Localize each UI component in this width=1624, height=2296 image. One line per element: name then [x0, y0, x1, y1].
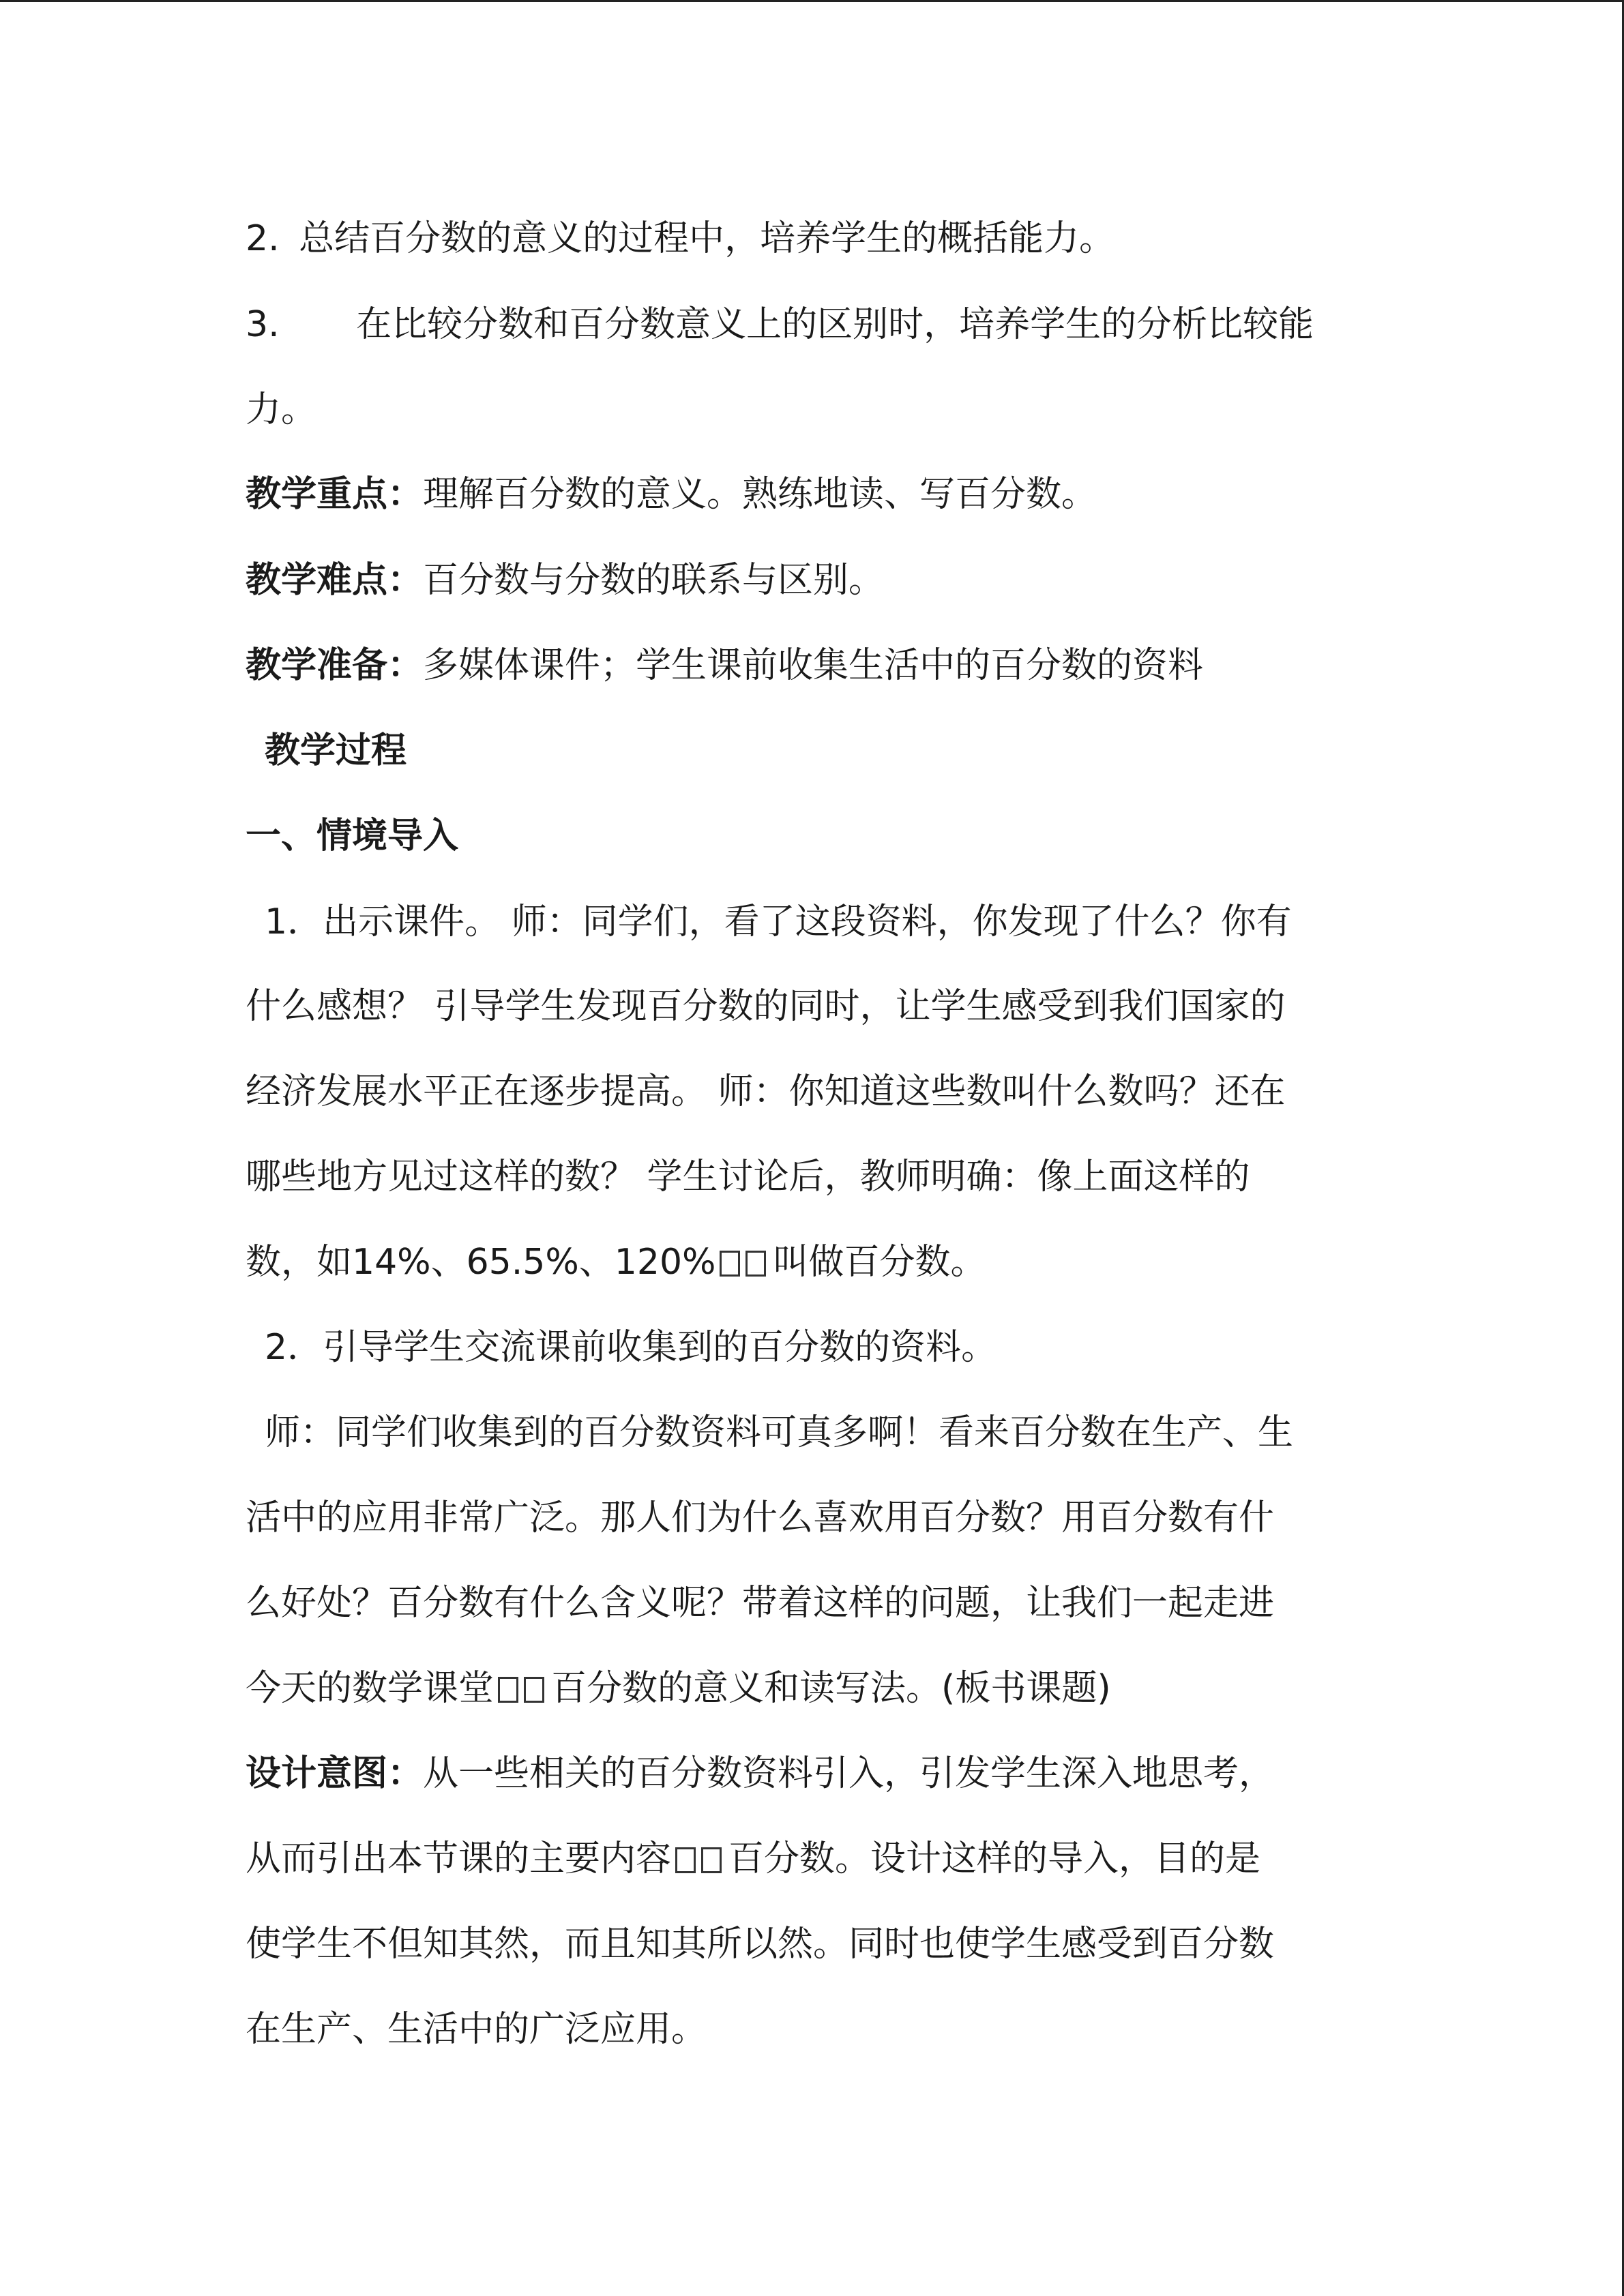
design-intent-line2 — [246, 1834, 1260, 1883]
design-intent-label: 设计意图： — [246, 1753, 424, 1794]
blackboard-title-note: (板书课题) — [941, 1668, 1111, 1709]
objective-2 — [246, 214, 1114, 263]
missing-glyph-box — [675, 1847, 696, 1873]
step-1-percent-values: 14%、65.5%、120% — [352, 1242, 716, 1283]
preparation — [246, 641, 1203, 690]
preparation-label: 教学准备： — [246, 644, 424, 686]
step-2 — [265, 1323, 996, 1372]
design-intent-line2-pre: 从而引出本节课的主要内容 — [246, 1838, 672, 1879]
missing-glyph-box — [745, 1251, 766, 1277]
teacher-remark-line4-post: 百分数的意义和读写法。 — [551, 1668, 942, 1709]
step-1-line2: 什么感想？ 引导学生发现百分数的同时，让学生感受到我们国家的 — [246, 986, 1286, 1027]
design-intent-text-line1: 从一些相关的百分数资料引入，引发学生深入地思考， — [423, 1753, 1275, 1794]
section-1-heading: 一、情境导入 — [246, 815, 459, 856]
objective-3-text-line2: 力。 — [246, 389, 317, 430]
key-point-text: 理解百分数的意义。熟练地读、写百分数。 — [423, 474, 1097, 515]
design-intent-line3: 使学生不但知其然，而且知其所以然。同时也使学生感受到百分数 — [246, 1924, 1275, 1965]
step-1-line4: 哪些地方见过这样的数？ 学生讨论后，教师明确：像上面这样的 — [246, 1157, 1250, 1197]
teacher-remark-line1: 师：同学们收集到的百分数资料可真多啊！看来百分数在生产、生 — [265, 1412, 1294, 1453]
step-1-text-line1: 出示课件。 师：同学们，看了这段资料，你发现了什么？你有 — [323, 901, 1292, 942]
process-heading: 教学过程 — [265, 730, 407, 771]
step-1-line5-pre: 数，如 — [246, 1242, 353, 1283]
difficult-point-label: 教学难点： — [246, 559, 424, 601]
difficult-point — [246, 556, 884, 605]
missing-glyph-box — [524, 1677, 544, 1703]
step-2-number: 2． — [265, 1327, 323, 1368]
step-1-number: 1． — [265, 901, 323, 942]
step-1-line5-post: 叫做百分数。 — [773, 1242, 986, 1283]
preparation-text: 多媒体课件；学生课前收集生活中的百分数的资料 — [423, 645, 1204, 686]
teacher-remark-line2: 活中的应用非常广泛。那人们为什么喜欢用百分数？用百分数有什 — [246, 1497, 1275, 1538]
teacher-remark-line4 — [246, 1664, 1111, 1713]
difficult-point-text: 百分数与分数的联系与区别。 — [423, 560, 885, 601]
missing-glyph-box — [498, 1677, 518, 1703]
key-point-label: 教学重点： — [246, 473, 424, 515]
step-1-line1 — [265, 897, 1292, 946]
objective-2-text: 总结百分数的意义的过程中，培养学生的概括能力。 — [299, 218, 1115, 259]
objective-3-continued — [246, 385, 316, 434]
step-1-line3: 经济发展水平正在逐步提高。 师：你知道这些数叫什么数吗？还在 — [246, 1071, 1286, 1112]
step-2-text: 引导学生交流课前收集到的百分数的资料。 — [323, 1327, 997, 1368]
teacher-remark-line4-pre: 今天的数学课堂 — [246, 1668, 494, 1709]
design-intent-line2-post: 百分数。设计这样的导入，目的是 — [728, 1838, 1261, 1879]
teacher-remark-line3: 么好处？百分数有什么含义呢？带着这样的问题，让我们一起走进 — [246, 1583, 1275, 1624]
objective-3-number: 3. — [246, 304, 280, 345]
page-border-top — [0, 0, 1624, 2]
design-intent-line4: 在生产、生活中的广泛应用。 — [246, 2009, 707, 2050]
key-point — [246, 470, 1097, 519]
objective-2-number: 2. — [246, 218, 280, 259]
missing-glyph-box — [720, 1251, 740, 1277]
objective-3 — [246, 300, 1314, 349]
missing-glyph-box — [701, 1847, 722, 1873]
step-1-line5 — [246, 1238, 986, 1287]
objective-3-text-line1: 在比较分数和百分数意义上的区别时，培养学生的分析比较能 — [356, 304, 1314, 345]
design-intent-line1 — [246, 1749, 1274, 1798]
